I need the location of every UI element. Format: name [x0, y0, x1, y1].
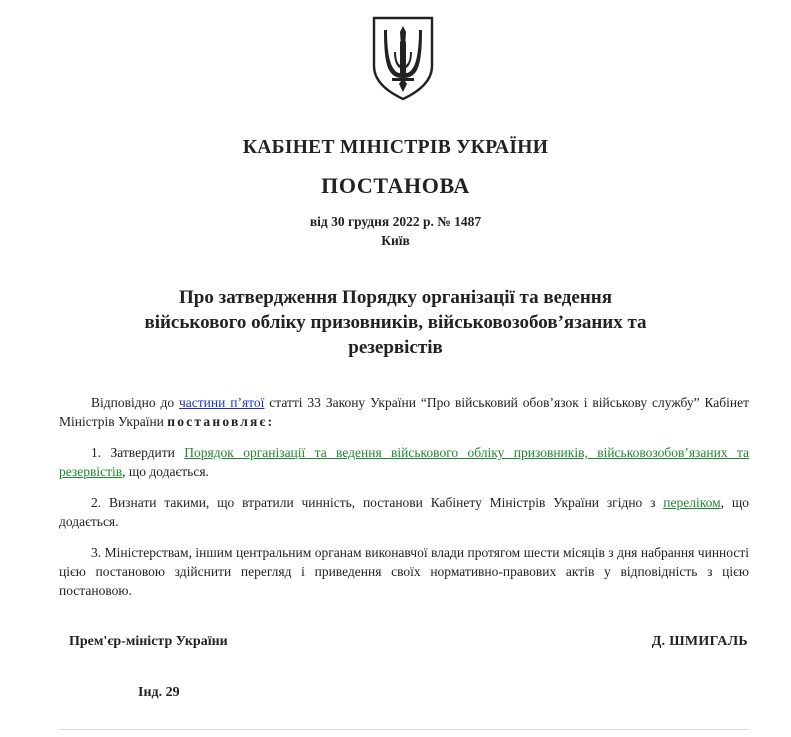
item-3-text: 3. Міністерствам, іншим центральним органам виконавчої влади протягом шести місяців з дня набрання чинності цією постановою здійснити перегляд і приведення своїх нормативно-правових актів у відповідність з цією постановою.	[59, 545, 749, 598]
document-title	[60, 285, 731, 360]
item-3-paragraph	[59, 543, 749, 600]
document-date-number: від 30 грудня 2022 р. № 1487	[309, 214, 482, 229]
title-line-1: Про затвердження Порядку організації та ведення	[178, 287, 613, 308]
cabinet-heading: КАБІНЕТ МІНІСТРІВ УКРАЇНИ	[242, 137, 549, 158]
title-line-2: військового обліку призовників, військовозобов’язаних та	[144, 312, 647, 333]
article-part-link[interactable]: частини п’ятої	[178, 395, 265, 410]
signatory-position: Прем'єр-міністр України	[69, 634, 228, 649]
signatory-name: Д. ШМИГАЛЬ	[651, 634, 748, 649]
resolves-word: постановляє:	[167, 414, 275, 429]
bottom-divider	[59, 729, 749, 730]
list-link[interactable]: переліком	[663, 495, 721, 510]
item-2-prefix: 2. Визнати такими, що втратили чинність, постанови Кабінету Міністрів України згідно з	[91, 495, 664, 510]
procedure-link[interactable]: Порядок організації та ведення військового обліку призовників, військовозобов’язаних та резервістів	[59, 445, 749, 479]
item-1-prefix: 1. Затвердити	[91, 445, 185, 460]
document-type-heading: ПОСТАНОВА	[321, 173, 470, 198]
item-1-paragraph	[59, 443, 749, 481]
preamble-text-after: статті 33 Закону України “Про військовий обов’язок і військову службу” Кабінет Міністрів України	[59, 395, 750, 429]
item-2-paragraph	[59, 493, 749, 531]
title-line-3: резервістів	[348, 337, 443, 358]
document-city: Київ	[381, 233, 410, 248]
ukraine-trident-emblem-icon	[370, 14, 436, 102]
preamble-paragraph	[59, 393, 749, 431]
document-index: Інд. 29	[138, 685, 180, 700]
item-2-suffix: , що додається.	[59, 495, 749, 529]
preamble-text-before: Відповідно до	[91, 395, 179, 410]
item-1-suffix: , що додається.	[122, 464, 209, 479]
